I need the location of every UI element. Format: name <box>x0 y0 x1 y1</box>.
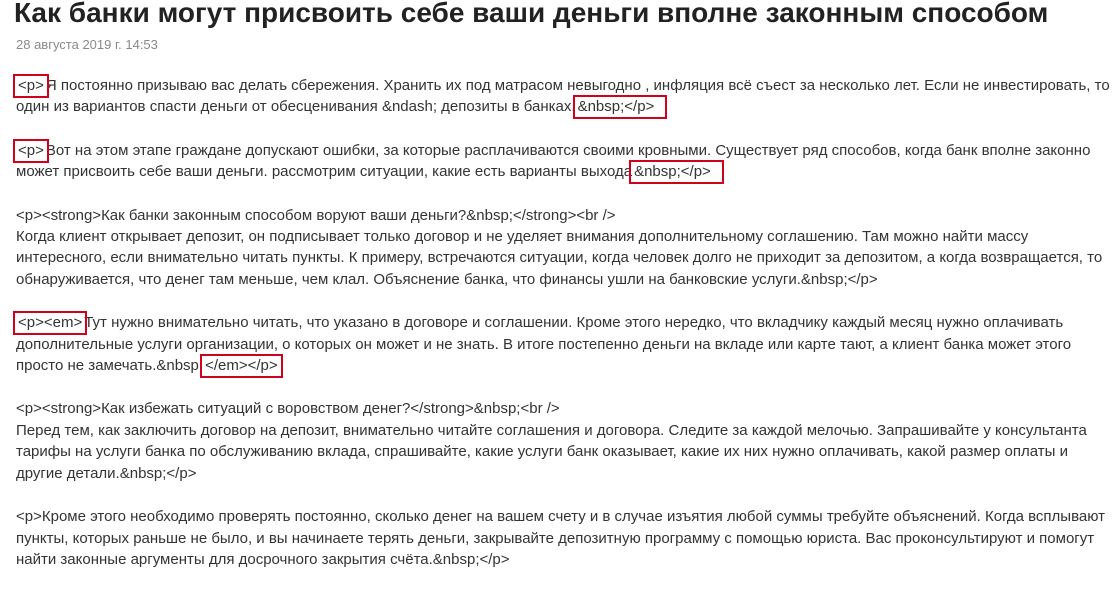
paragraph-2 <box>16 140 1111 183</box>
highlighted-close-tag: &nbsp;</p> <box>576 98 665 116</box>
highlighted-open-tag: <p> <box>18 77 44 94</box>
paragraph-4 <box>16 312 1111 376</box>
paragraph-5: <p><strong>Как избежать ситуаций с воровством денег?</strong>&nbsp;<br /> Перед тем, как заключить договор на депозит, внимательно читайте соглашения и договора. Следите за каждой мелочью. Запрашивайте у консультанта тарифы на услуги банка по обслуживанию вклада, спрашивайте, какие услуги банк оказывает, какие их них нужно оплачивать, какой размер оплаты и другие детали.&nbsp;</p> <box>16 400 1087 482</box>
highlighted-open-tag: <p> <box>18 141 44 159</box>
paragraph-1 <box>16 75 1111 118</box>
article-body <box>16 75 1111 592</box>
paragraph-6: <p>Кроме этого необходимо проверять постоянно, сколько денег на вашем счету и в случае изъятия любой суммы требуйте объяснений. Когда всплывают пункты, которых раньше не было, и вы начинаете терять деньги, закрывайте депозитную программу с помощью юриста. Вас проконсультируют и помогут найти законные аргументы для досрочного закрытия счёта.&nbsp;</p> <box>16 508 1106 568</box>
paragraph-text: Я постоянно призываю вас делать сбережения. Хранить их под матрасом невыгодно , инфляция всё съест за несколько лет. Если не инвестировать, то один из вариантов спасти деньги от обесценивания &ndash; депозиты в банках. <box>16 77 1110 116</box>
highlighted-close-tag: &nbsp;</p> <box>632 163 721 181</box>
article-date: 28 августа 2019 г. 14:53 <box>16 37 158 52</box>
article-title: Как банки могут присвоить себе ваши деньги вполне законным способом <box>14 0 1049 28</box>
paragraph-3: <p><strong>Как банки законным способом воруют ваши деньги?&nbsp;</strong><br /> Когда клиент открывает депозит, он подписывает только договор и не уделяет внимания дополнительному соглашению. Там можно найти массу интересного, если внимательно читать пункты. К примеру, встречаются ситуации, когда человек долго не приходит за депозитом, а когда возвращается, то обнаруживается, что денег там меньше, чем клал. Объяснение банка, что финансы ушли на банковские услуги.&nbsp;</p> <box>16 206 1103 288</box>
highlighted-open-tag: <p><em> <box>18 314 83 332</box>
paragraph-text: Тут нужно внимательно читать, что указано в договоре и соглашении. Кроме этого нередко, что вкладчику каждый месяц нужно оплачивать дополнительные услуги организации, о которых он может и не знать. В итоге постепенно деньги на вкладе или карте тают, а клиент банка может этого просто не замечать.&nbsp; <box>16 314 1072 375</box>
paragraph-text: Вот на этом этапе граждане допускают ошибки, за которые расплачиваются своими кровными. Существует ряд способов, когда банк вполне законно может присвоить себе ваши деньги. рассмотрим ситуации, какие есть варианты выхода <box>16 141 1091 181</box>
highlighted-close-tag: </em></p> <box>205 357 278 375</box>
